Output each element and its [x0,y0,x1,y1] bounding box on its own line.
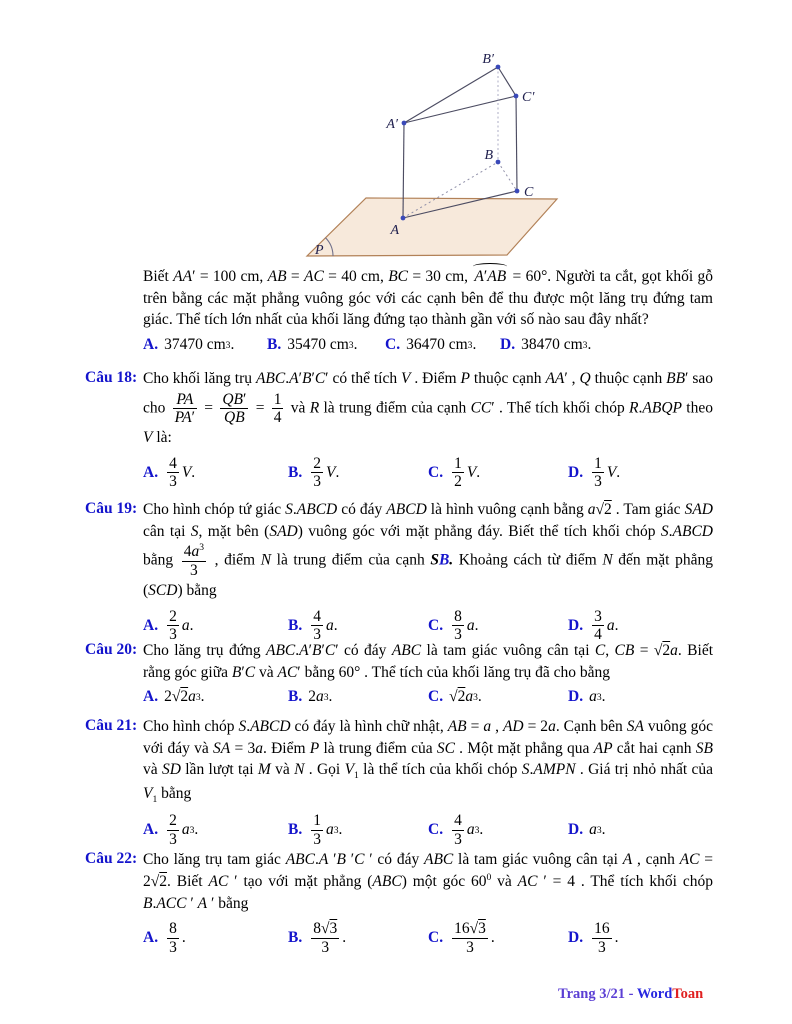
option-c [385,336,500,354]
option-letter: D. [568,463,584,481]
answer-options-row [143,919,715,957]
question-cau-20 [85,640,715,706]
option-letter: D. [568,688,584,706]
answer-options-row [143,811,715,849]
option-value: 37470 cm 3 . [164,336,235,354]
option-value: 8 3 a . [454,607,479,644]
option-value: 16 3 . [594,920,619,956]
option-a [143,919,288,957]
option-value: 2 a 3 . [308,688,333,706]
plane-p-polygon [307,198,557,256]
vertex-dot-c [515,189,520,194]
option-value: √2 a 3 . [449,688,482,706]
option-letter: C. [428,688,444,706]
answer-options-row [143,607,715,645]
option-letter: C. [385,336,401,354]
answer-options-row [143,454,715,492]
vertex-dot-aprime [402,121,407,126]
option-letter: D. [568,616,584,634]
question-stem: Cho khối lăng trụ ABC.A′B′C′ có thể tích V . Điểm P thuộc cạnh AA′ , Q thuộc cạnh BB′ sao cho $\frac{PA}{PA'}$ = $\frac{QB'}{QB}$ = $\frac{1}{4}$ và R là trung điểm của cạnh CC′ . Thể tích khối chóp R.ABQP theo V là: [143,370,714,447]
edge-bprime-cprime [498,67,516,96]
page-footer [558,986,703,1003]
option-letter: B. [267,336,282,354]
option-b [288,454,428,492]
option-d [568,454,715,492]
option-letter: D. [500,336,516,354]
question-stem: Cho lăng trụ đứng ABC.A′B′C′ có đáy ABC là tam giác vuông cân tại C, CB = √2a. Biết rằng góc giữa B′C và AC′ bằng 60° . Thể tích của khối lăng trụ đã cho bằng [143,642,714,681]
option-letter: D. [568,821,584,839]
vertex-dot-a [401,216,406,221]
option-letter: C. [428,616,444,634]
question-number: Câu 18: [85,369,138,386]
option-letter: A. [143,929,159,947]
answer-options-row [143,336,715,354]
vertex-label-a: A [390,223,399,238]
option-value: 38470 cm 3 . [521,336,592,354]
option-value: 8 3 . [169,920,186,956]
option-b [288,811,428,849]
option-letter: B. [288,616,303,634]
option-value: 36470 cm 3 . [406,336,477,354]
option-value: 16√3 3 . [454,920,495,956]
footer-page-number: Trang 3/21 - [558,986,637,1002]
question-cau-19 [85,499,715,645]
option-letter: A. [143,336,159,354]
footer-brand-toan: Toan [672,986,704,1002]
option-d [568,821,715,839]
option-value: 2 3 a 3 . [169,812,199,848]
vertex-dot-bprime [496,65,501,70]
option-value: 1 3 a 3 . [313,812,343,848]
option-letter: B. [288,463,303,481]
question-number: Câu 22: [85,850,138,867]
option-letter: B. [288,688,303,706]
question-cau-21 [85,716,715,849]
option-value: 1 2 V . [454,455,481,491]
option-a [143,688,288,706]
option-c [428,454,568,492]
option-a [143,336,267,354]
edge-aprime-cprime [404,96,516,123]
option-letter: B. [288,929,303,947]
edge-aprime-bprime [404,67,498,123]
vertex-label-bprime: B′ [482,52,494,67]
vertex-dot-b [496,160,501,165]
option-letter: C. [428,821,444,839]
vertex-label-b: B [484,148,493,163]
option-value: 4 3 a 3 . [454,812,484,848]
option-d [568,919,715,957]
option-letter: D. [568,929,584,947]
vertex-label-c: C [524,185,534,200]
option-b [288,919,428,957]
option-letter: C. [428,463,444,481]
option-a [143,811,288,849]
option-letter: A. [143,821,159,839]
prism-figure [298,47,580,259]
option-letter: B. [288,821,303,839]
option-a [143,607,288,645]
footer-brand-word: Word [636,986,673,1002]
option-c [428,919,568,957]
question-17-continuation [85,266,715,354]
edge-b-c-dotted [498,162,517,191]
option-c [428,607,568,645]
question-number: Câu 21: [85,717,138,734]
option-value: a 3 . [589,821,606,839]
vertex-label-aprime: A′ [386,117,398,132]
question-stem: Cho hình chóp tứ giác S.ABCD có đáy ABCD là hình vuông cạnh bằng a√2 . Tam giác SAD cân tại S, mặt bên (SAD) vuông góc với mặt phẳng đáy. Biết thể tích khối chóp S.ABCD bằng $\frac{4a^3}{3}$ , điểm N là trung điểm của cạnh SB. Khoảng cách từ điểm N đến mặt phẳng (SCD) bằng [143,501,713,600]
vertex-label-cprime: C′ [522,90,535,105]
question-stem: Cho lăng trụ tam giác ABC.A ′B ′C ′ có đáy ABC là tam giác vuông cân tại A , cạnh AC = 2√2. Biết AC ′ tạo với mặt phẳng (ABC) một góc $60^0$ và AC ′ = 4 . Thể tích khối chóp B.ACC ′ A ′ bằng [143,851,714,912]
option-d [568,607,715,645]
option-a [143,454,288,492]
option-letter: A. [143,616,159,634]
option-value: 2 3 a . [169,607,194,644]
question-cau-22 [85,849,715,957]
plane-label-p: P [315,243,324,258]
option-letter: A. [143,463,159,481]
option-letter: A. [143,688,159,706]
option-value: 1 3 V . [594,455,621,491]
option-b [267,336,385,354]
question-number: Câu 20: [85,641,138,658]
vertex-dot-cprime [514,94,519,99]
question-stem: Cho hình chóp S.ABCD có đáy là hình chữ nhật, AB = a , AD = 2a. Cạnh bên SA vuông góc với đáy và SA = 3a. Điểm P là trung điểm của SC . Một mặt phẳng qua AP cắt hai cạnh SB và SD lần lượt tại M và N . Gọi $V_1$ là thể tích của khối chóp S.AMPN . Giá trị nhỏ nhất của $V_1$ bằng [143,718,714,806]
question-cau-18 [85,368,715,492]
option-d [568,688,715,706]
option-letter: C. [428,929,444,947]
prism-figure-svg [298,47,580,259]
question-number: Câu 19: [85,500,138,517]
option-b [288,607,428,645]
question-stem: Biết AA′ = 100 cm, AB = AC = 40 cm, BC = 30 cm, A′AB = 60°. Người ta cắt, gọt khối gỗ trên bằng các mặt phẳng vuông góc với các cạnh bên để thu được một lăng trụ đứng tam giác. Thể tích lớn nhất của khối lăng đứng tạo thành gần với số nào sau đây nhất? [143,268,713,329]
option-value: 3 4 a . [594,607,619,644]
option-value: 8√3 3 . [313,920,347,956]
option-value: a 3 . [589,688,606,706]
option-b [288,688,428,706]
option-value: 4 3 V . [169,455,196,491]
option-value: 2 √2 a 3 . [164,688,205,706]
edge-cprime-c [516,96,517,191]
option-c [428,811,568,849]
option-c [428,688,568,706]
option-d [500,336,715,354]
option-value: 2 3 V . [313,455,340,491]
option-value: 4 3 a . [313,607,338,644]
option-value: 35470 cm 3 . [287,336,358,354]
answer-options-row [143,688,715,706]
